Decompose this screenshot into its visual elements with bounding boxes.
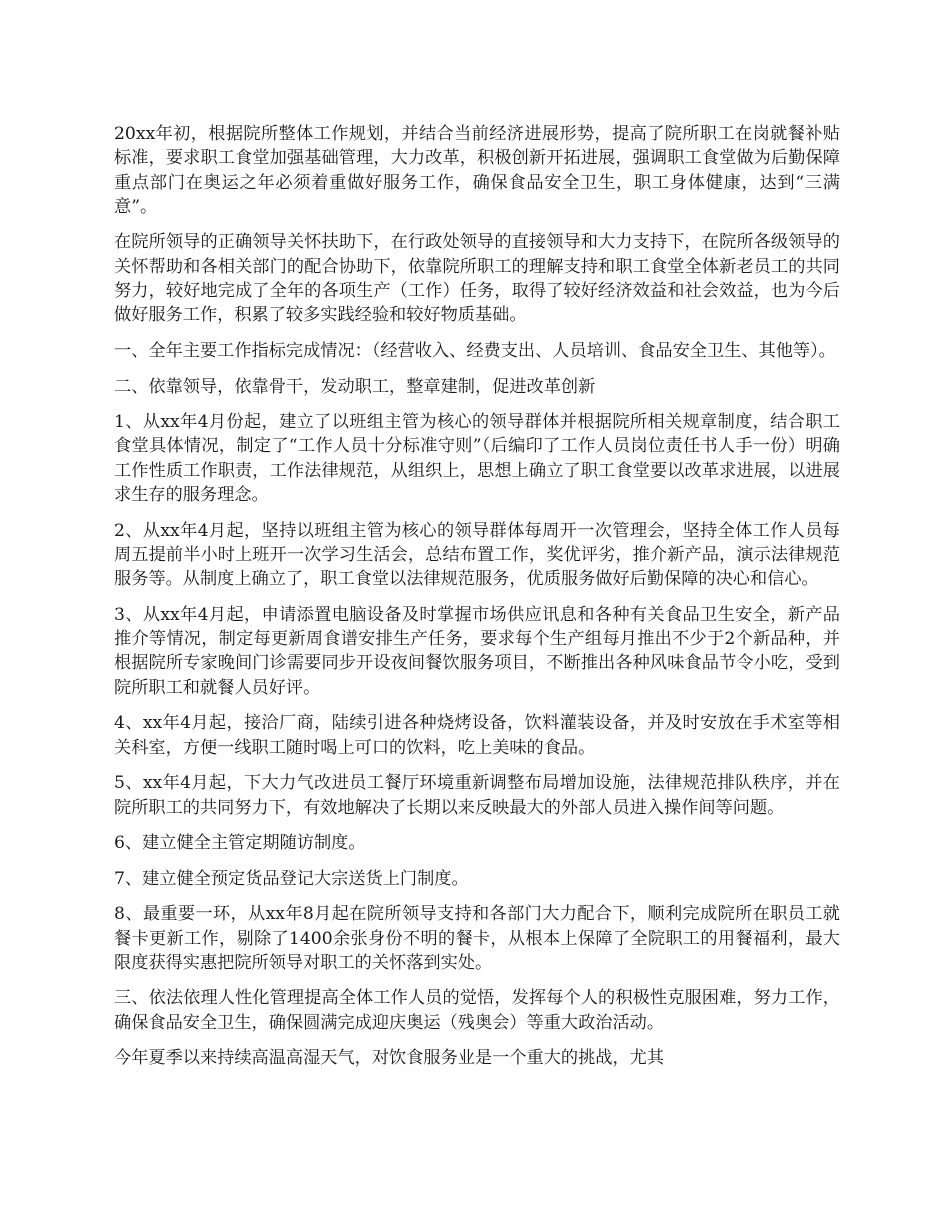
section-heading-3: 三、依法依理人性化管理提高全体工作人员的觉悟，发挥每个人的积极性克服困难，努力工作，确保食品安全卫生，确保圆满完成迎庆奥运（残奥会）等重大政治活动。: [114, 988, 840, 1033]
document-body: [114, 122, 840, 1082]
paragraph-intro: 20xx年初，根据院所整体工作规划，并结合当前经济进展形势，提高了院所职工在岗就餐补贴标准，要求职工食堂加强基础管理，大力改革，积极创新开拓进展，强调职工食堂做为后勤保障重点部门在奥运之年必须着重做好服务工作，确保食品安全卫生，职工身体健康，达到“三满意”。: [114, 124, 840, 217]
list-item-8: 8、最重要一环，从xx年8月起在院所领导支持和各部门大力配合下，顺利完成院所在职员工就餐卡更新工作，剔除了1400余张身份不明的餐卡，从根本上保障了全院职工的用餐福利，最大限度获得实惠把院所领导对职工的关怀落到实处。: [114, 904, 840, 973]
list-item-7: 7、建立健全预定货品登记大宗送货上门制度。: [114, 868, 469, 889]
list-item-6: 6、建立健全主管定期随访制度。: [114, 833, 366, 854]
section-heading-2: 二、依靠领导，依靠骨干，发动职工，整章建制，促进改革创新: [114, 376, 596, 397]
section-heading-1: 一、全年主要工作指标完成情况：（经营收入、经费支出、人员培训、食品安全卫生、其他等）。: [114, 340, 836, 361]
list-item-1: 1、从xx年4月份起，建立了以班组主管为核心的领导群体并根据院所相关规章制度，结合职工食堂具体情况，制定了“工作人员十分标准守则”（后编印了工作人员岗位责任书人手一份）明确工作性质工作职责，工作法律规范，从组织上，思想上确立了职工食堂要以改革求进展，以进展求生存的服务理念。: [114, 412, 840, 506]
list-item-4: 4、xx年4月起，接洽厂商，陆续引进各种烧烤设备，饮料灌装设备，并及时安放在手术室等相关科室，方便一线职工随时喝上可口的饮料，吃上美味的食品。: [114, 713, 840, 758]
list-item-2: 2、从xx年4月起，坚持以班组主管为核心的领导群体每周开一次管理会，坚持全体工作人员每周五提前半小时上班开一次学习生活会，总结布置工作，奖优评劣，推介新产品，演示法律规范服务等。从制度上确立了，职工食堂以法律规范服务，优质服务做好后勤保障的决心和信心。: [114, 520, 840, 590]
paragraph-summary: 在院所领导的正确领导关怀扶助下，在行政处领导的直接领导和大力支持下，在院所各级领导的关怀帮助和各相关部门的配合协助下，依靠院所职工的理解支持和职工食堂全体新老员工的共同努力，较好地完成了全年的各项生产（工作）任务，取得了较好经济效益和社会效益，也为今后做好服务工作，积累了较多实践经验和较好物质基础。: [114, 232, 840, 326]
paragraph-closing: 今年夏季以来持续高温高湿天气，对饮食服务业是一个重大的挑战，尤其: [114, 1048, 665, 1069]
list-item-5: 5、xx年4月起，下大力气改进员工餐厅环境重新调整布局增加设施，法律规范排队秩序，并在院所职工的共同努力下，有效地解决了长期以来反映最大的外部人员进入操作间等问题。: [114, 773, 840, 818]
list-item-3: 3、从xx年4月起，申请添置电脑设备及时掌握市场供应讯息和各种有关食品卫生安全，新产品推介等情况，制定每更新周食谱安排生产任务，要求每个生产组每月推出不少于2个新品种，并根据院所专家晚间门诊需要同步开设夜间餐饮服务项目，不断推出各种风味食品节令小吃，受到院所职工和就餐人员好评。: [114, 604, 840, 698]
